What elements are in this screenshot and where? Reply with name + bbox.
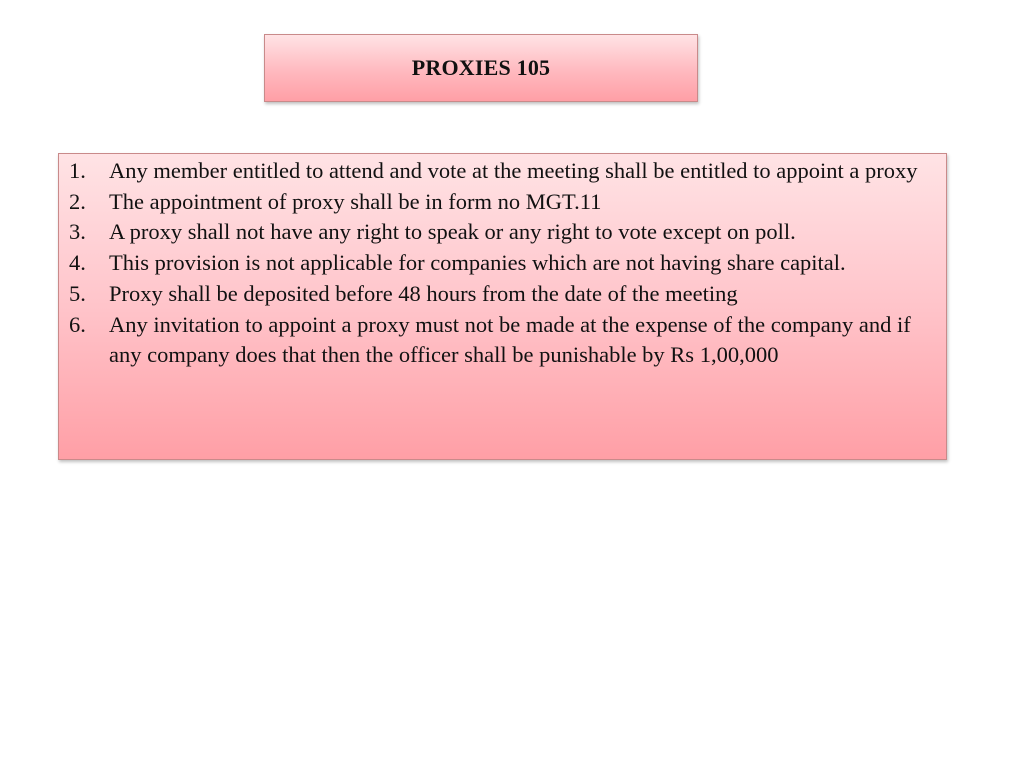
list-item-number: 5. bbox=[69, 280, 86, 306]
content-box bbox=[58, 153, 947, 460]
list-item-text: Proxy shall be deposited before 48 hours from the date of the meeting bbox=[109, 280, 738, 306]
points-list bbox=[69, 156, 922, 371]
title-box bbox=[264, 34, 698, 102]
list-item bbox=[69, 310, 922, 371]
list-item-text: This provision is not applicable for companies which are not having share capital. bbox=[109, 250, 846, 276]
list-item bbox=[69, 248, 922, 279]
list-item-number: 4. bbox=[69, 250, 86, 276]
list-item bbox=[69, 187, 922, 218]
list-item-text: A proxy shall not have any right to speak or any right to vote except on poll. bbox=[109, 219, 796, 245]
slide-title: PROXIES 105 bbox=[411, 55, 551, 80]
list-item bbox=[69, 279, 922, 310]
list-item bbox=[69, 156, 922, 187]
list-item-number: 6. bbox=[69, 311, 86, 337]
list-item-text: The appointment of proxy shall be in form no MGT.11 bbox=[109, 188, 602, 214]
list-item-text: Any member entitled to attend and vote at the meeting shall be entitled to appoint a proxy bbox=[109, 158, 918, 183]
list-item-number: 3. bbox=[69, 219, 86, 245]
list-item-number: 1. bbox=[69, 158, 86, 183]
list-item-number: 2. bbox=[69, 188, 86, 214]
list-item-text: Any invitation to appoint a proxy must not be made at the expense of the company and if any company does that then the officer shall be punishable by Rs 1,00,000 bbox=[109, 311, 911, 368]
list-item bbox=[69, 217, 922, 248]
